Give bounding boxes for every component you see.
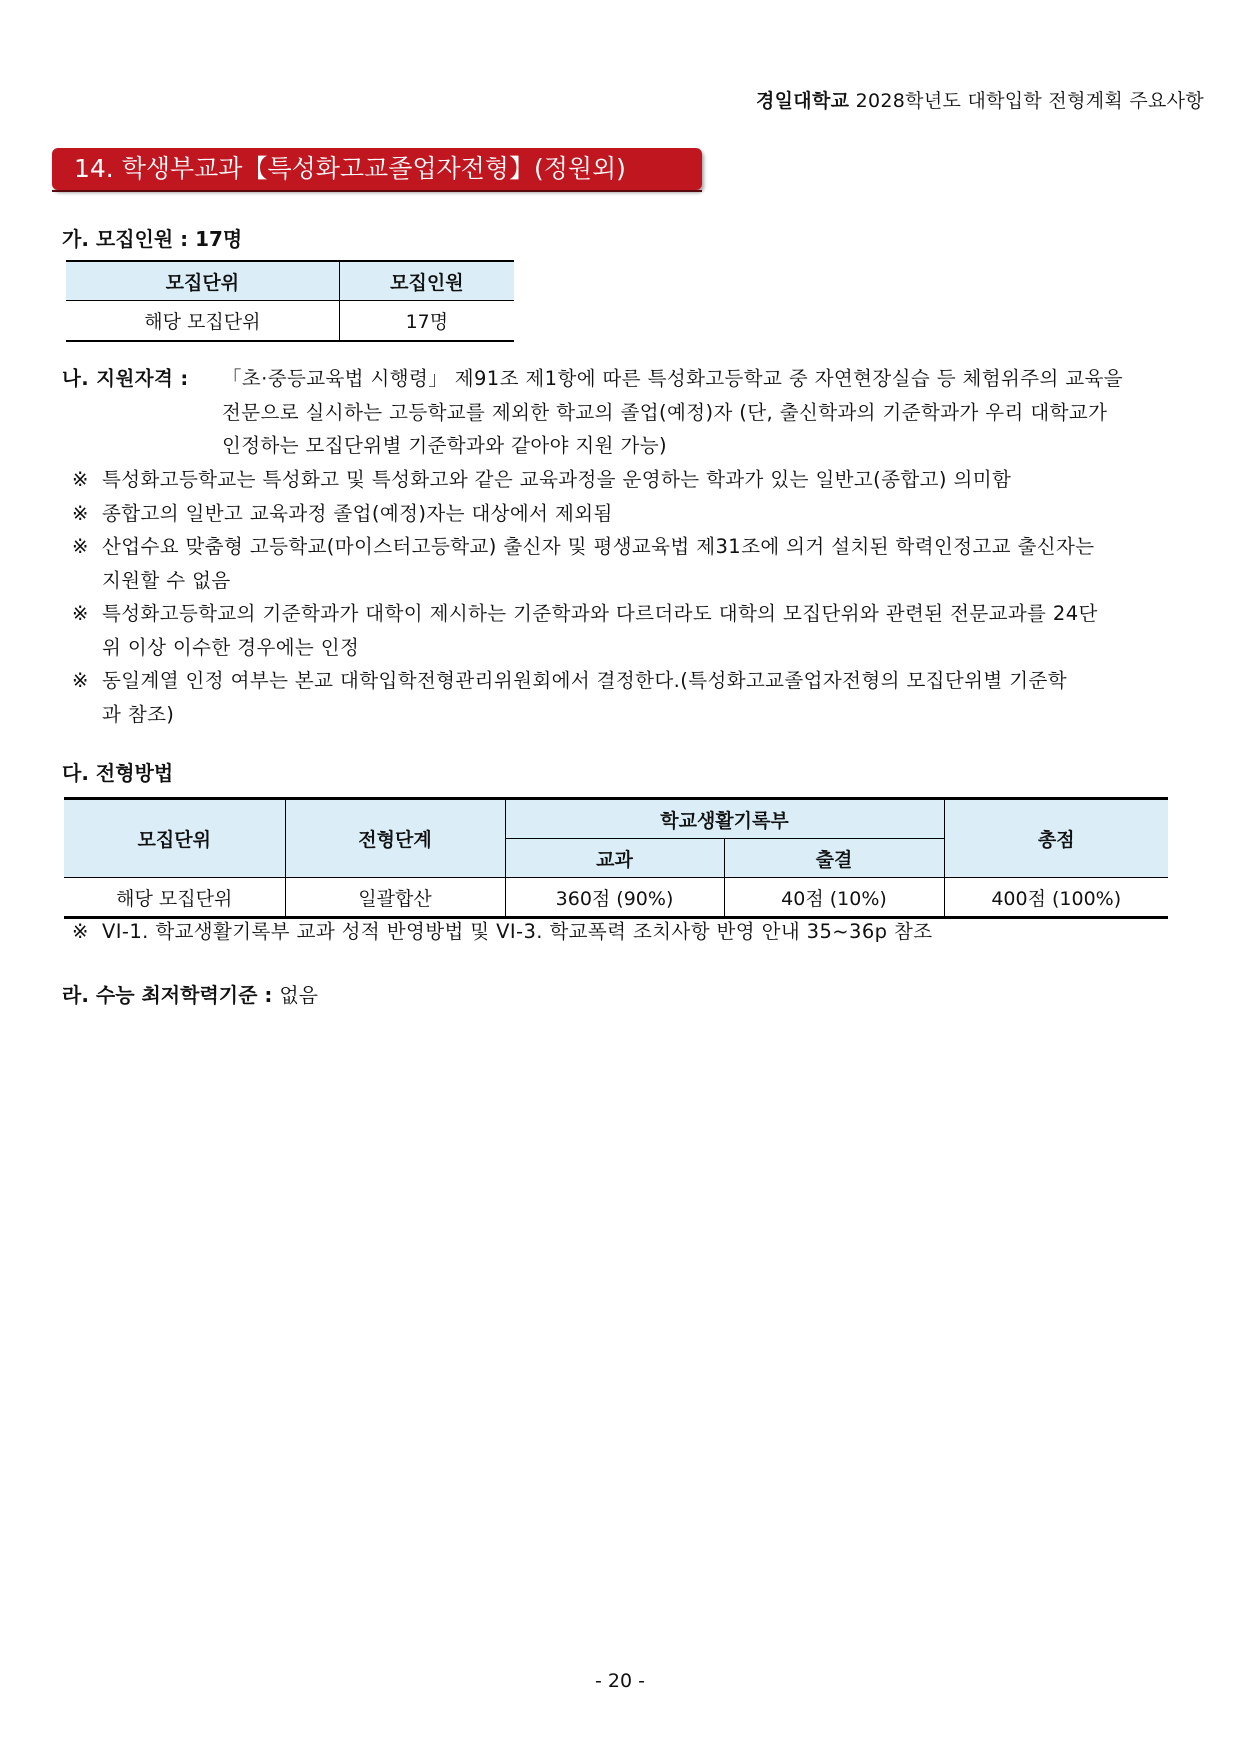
td-count: 17명 <box>339 301 514 342</box>
note-mark: ※ <box>72 535 89 558</box>
eligibility-line-1: 「초·중등교육법 시행령」 제91조 제1항에 따른 특성화고등학교 중 자연현장실습 등 체험위주의 교육을 <box>222 367 1124 390</box>
table-row <box>64 878 1168 918</box>
table-header-row <box>64 799 1168 839</box>
eligibility-text <box>222 362 1172 463</box>
heading-da: 다. 전형방법 <box>62 761 174 785</box>
note-text: 산업수요 맞춤형 고등학교(마이스터고등학교) 출신자 및 평생교육법 제31조에 의거 설치된 학력인정고교 출신자는 <box>102 535 1095 558</box>
note-text: 종합고의 일반고 교육과정 졸업(예정)자는 대상에서 제외됨 <box>102 502 613 525</box>
td-total: 400점 (100%) <box>944 878 1168 918</box>
note-text-cont: 지원할 수 없음 <box>102 568 231 592</box>
selection-method-table <box>64 797 1168 919</box>
ra-label: 라. 수능 최저학력기준 : <box>62 983 273 1007</box>
th-attendance: 출결 <box>724 839 944 878</box>
page-number: - 20 - <box>595 1670 645 1692</box>
na-label: 나. 지원자격 : <box>62 367 189 390</box>
note-1 <box>72 463 1172 497</box>
note-mark: ※ <box>72 602 89 625</box>
th-stage: 전형단계 <box>285 799 505 878</box>
note-text: 특성화고등학교의 기준학과가 대학이 제시하는 기준학과와 다르더라도 대학의 모집단위와 관련된 전문교과를 24단 <box>102 602 1098 625</box>
banner-underline <box>52 190 702 192</box>
td-attendance: 40점 (10%) <box>724 878 944 918</box>
heading-ga: 가. 모집인원 : 17명 <box>62 227 243 251</box>
table-row <box>66 301 514 342</box>
ra-value: 없음 <box>279 983 318 1007</box>
note-table <box>72 915 1172 949</box>
note-3 <box>72 530 1172 597</box>
th-unit: 모집단위 <box>66 261 339 301</box>
school-name: 경일대학교 <box>755 90 850 112</box>
td-subject: 360점 (90%) <box>505 878 724 918</box>
th-unit: 모집단위 <box>64 799 285 878</box>
section-title: 14. 학생부교과【특성화고교졸업자전형】(정원외) <box>74 154 626 183</box>
note-text: VI-1. 학교생활기록부 교과 성적 반영방법 및 VI-3. 학교폭력 조치사항 반영 안내 35~36p 참조 <box>102 920 933 943</box>
recruitment-table <box>66 260 514 342</box>
heading-na <box>62 362 189 396</box>
note-text: 동일계열 인정 여부는 본교 대학입학전형관리위원회에서 결정한다.(특성화고교졸업자전형의 모집단위별 기준학 <box>102 669 1067 692</box>
td-unit: 해당 모집단위 <box>66 301 339 342</box>
note-mark: ※ <box>72 468 89 491</box>
td-unit: 해당 모집단위 <box>64 878 285 918</box>
th-subject: 교과 <box>505 839 724 878</box>
note-4 <box>72 597 1172 664</box>
th-total: 총점 <box>944 799 1168 878</box>
table-header-row <box>66 261 514 301</box>
note-mark: ※ <box>72 502 89 525</box>
th-record: 학교생활기록부 <box>505 799 944 839</box>
note-text-cont: 위 이상 이수한 경우에는 인정 <box>102 635 360 659</box>
note-mark: ※ <box>72 920 89 943</box>
eligibility-line-2: 전문으로 실시하는 고등학교를 제외한 학교의 졸업(예정)자 (단, 출신학과의 기준학과가 우리 대학교가 <box>222 400 1108 424</box>
note-mark: ※ <box>72 669 89 692</box>
eligibility-line-3: 인정하는 모집단위별 기준학과와 같아야 지원 가능) <box>222 434 667 457</box>
th-count: 모집인원 <box>339 261 514 301</box>
note-2 <box>72 497 1172 531</box>
td-stage: 일괄합산 <box>285 878 505 918</box>
heading-ra <box>62 979 318 1008</box>
note-text: 특성화고등학교는 특성화고 및 특성화고와 같은 교육과정을 운영하는 학과가 있는 일반고(종합고) 의미함 <box>102 468 1012 491</box>
document-title: 2028학년도 대학입학 전형계획 주요사항 <box>855 90 1204 112</box>
note-5 <box>72 664 1172 731</box>
note-text-cont: 과 참조) <box>102 702 175 726</box>
section-title-banner <box>52 148 702 190</box>
document-header <box>756 86 1204 113</box>
